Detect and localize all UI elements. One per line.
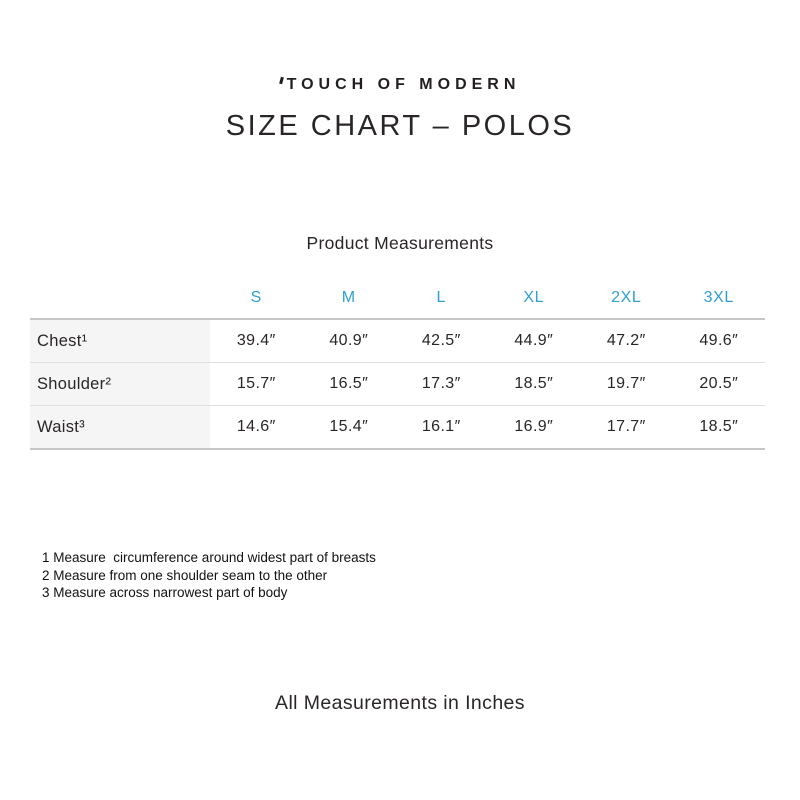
size-table-body	[30, 318, 765, 450]
row-label-chest: Chest¹	[30, 320, 210, 362]
column-header-3xl: 3XL	[703, 289, 734, 306]
column-header-m: M	[341, 289, 356, 306]
measurement-cell: 44.9″	[514, 332, 554, 349]
column-header-2xl: 2XL	[611, 289, 642, 306]
brand-name: TOUCH OF MODERN	[286, 76, 521, 93]
measurement-cell: 20.5″	[699, 375, 739, 392]
table-row-chest	[30, 320, 765, 363]
measurement-cell: 16.1″	[421, 418, 461, 435]
measurement-cell: 17.3″	[421, 375, 461, 392]
footnote-waist: 3 Measure across narrowest part of body	[42, 585, 288, 600]
logo-tick-icon	[279, 77, 284, 85]
page-title: SIZE CHART – POLOS	[225, 110, 575, 142]
measurement-cell: 16.9″	[514, 418, 554, 435]
column-header-l: L	[436, 289, 446, 306]
table-row-shoulder	[30, 363, 765, 406]
row-label-waist: Waist³	[30, 406, 210, 448]
size-header-row	[30, 278, 765, 318]
measurement-cell: 39.4″	[236, 332, 276, 349]
measurement-cell: 40.9″	[329, 332, 369, 349]
measurement-cell: 47.2″	[606, 332, 646, 349]
measurement-cell: 16.5″	[329, 375, 369, 392]
measurement-cell: 15.7″	[236, 375, 276, 392]
table-section-title: Product Measurements	[306, 233, 494, 253]
measurement-cell: 42.5″	[421, 332, 461, 349]
measurement-cell: 17.7″	[606, 418, 646, 435]
size-table	[30, 278, 765, 450]
footnote-chest: 1 Measure circumference around widest part of breasts	[42, 550, 376, 565]
measurement-cell: 15.4″	[329, 418, 369, 435]
footnote-shoulder: 2 Measure from one shoulder seam to the other	[42, 567, 328, 583]
footnotes	[42, 549, 376, 602]
brand-logo	[0, 76, 800, 94]
column-header-xl: XL	[523, 289, 545, 306]
measurement-cell: 18.5″	[514, 375, 554, 392]
measurement-cell: 18.5″	[699, 418, 739, 435]
table-row-waist	[30, 406, 765, 448]
column-header-s: S	[250, 289, 262, 306]
measurement-cell: 14.6″	[236, 418, 276, 435]
measurement-cell: 19.7″	[606, 375, 646, 392]
row-label-shoulder: Shoulder²	[30, 363, 210, 405]
footer-note: All Measurements in Inches	[275, 692, 525, 714]
measurement-cell: 49.6″	[699, 332, 739, 349]
